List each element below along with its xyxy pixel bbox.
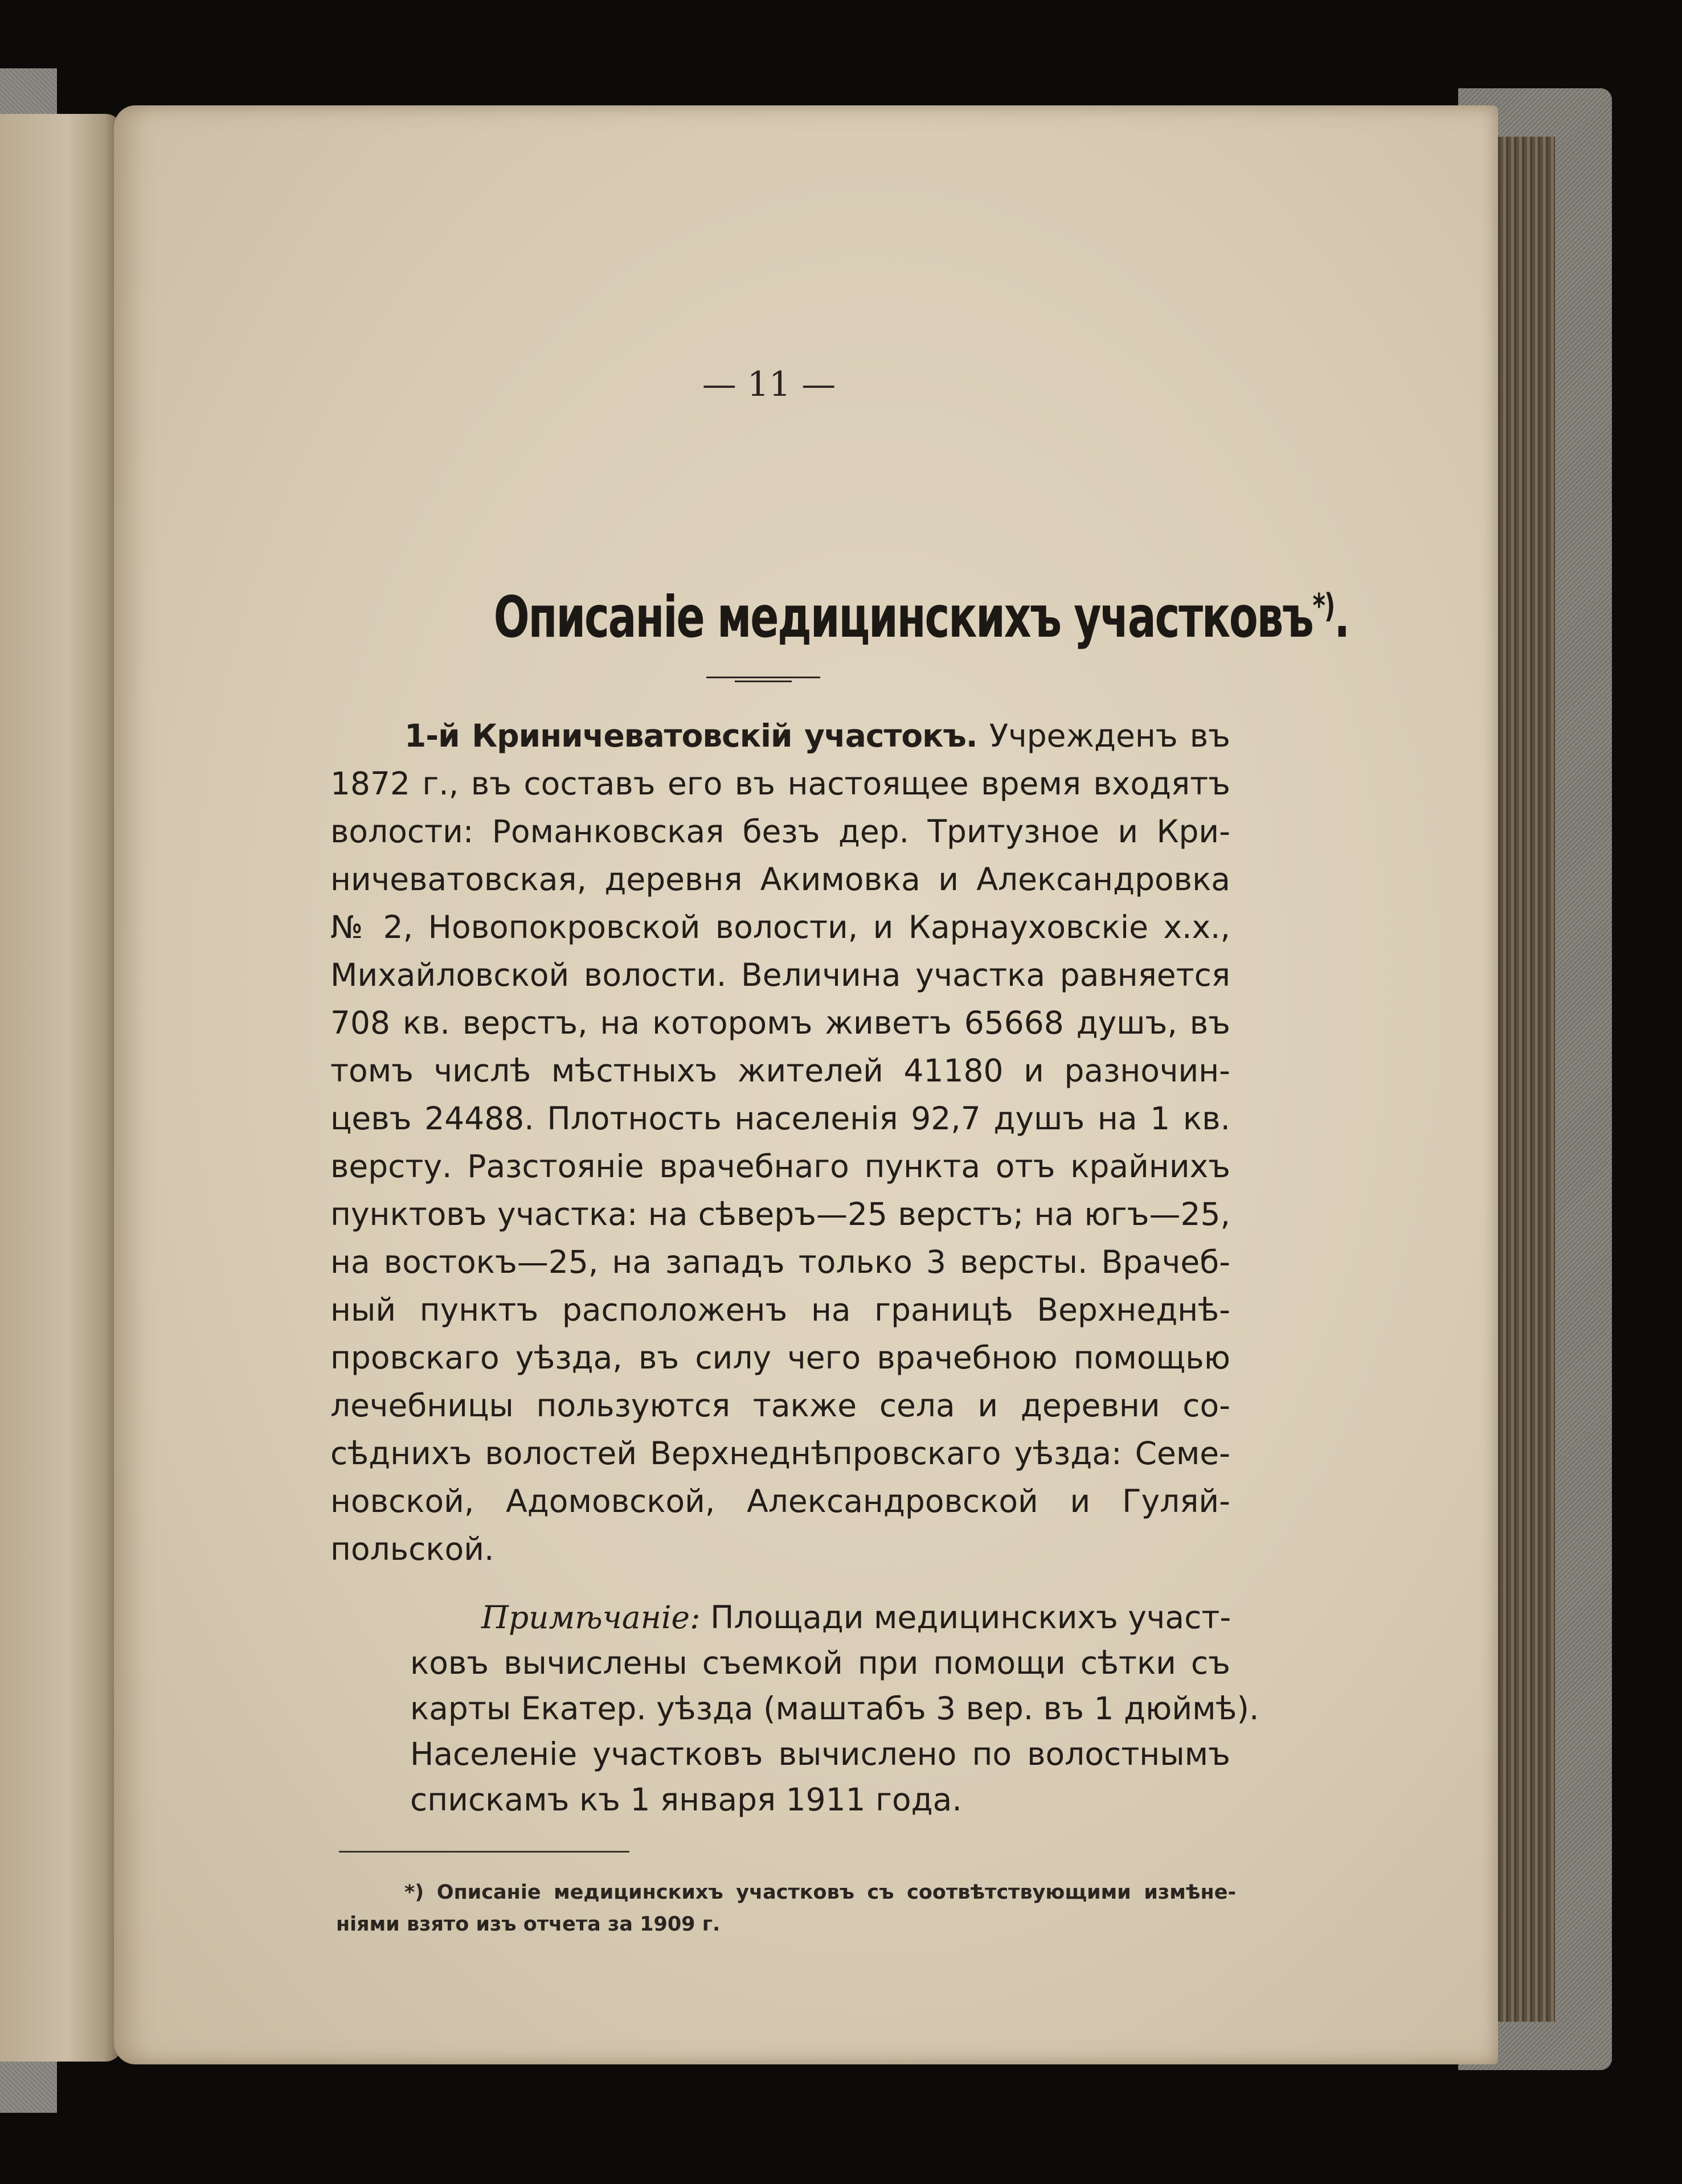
- body-line: провскаго уѣзда, въ силу чего врачебною помощью: [330, 1339, 1230, 1376]
- note-label: Примѣчаніе:: [481, 1599, 701, 1636]
- page-title: [493, 584, 1349, 650]
- footnote: [336, 1876, 1236, 1940]
- body-line: томъ числѣ мѣстныхъ жителей 41180 и разночин-: [330, 1052, 1230, 1089]
- body-line: цевъ 24488. Плотность населенія 92,7 душъ на 1 кв.: [330, 1100, 1230, 1137]
- note-first-line-text: Площади медицинскихъ участ-: [710, 1599, 1231, 1636]
- body-line: № 2, Новопокровской волости, и Карнауховскіе х.х.,: [330, 909, 1230, 945]
- body-line: волости: Романковская безъ дер. Тритузное и Кри-: [330, 813, 1230, 850]
- body-line: версту. Разстояніе врачебнаго пункта отъ крайнихъ: [330, 1148, 1230, 1185]
- body-line: новской, Адомовской, Александровской и Гуляй-: [330, 1483, 1230, 1519]
- title-divider: [706, 677, 820, 683]
- title-period: .: [1334, 584, 1349, 650]
- body-line: Михайловской волости. Величина участка равняется: [330, 957, 1230, 993]
- section-body: [330, 712, 1230, 1573]
- footnote-line: ніями взято изъ отчета за 1909 г.: [336, 1913, 721, 1936]
- note-block: [410, 1595, 1259, 1822]
- page-number: — 11 —: [702, 364, 836, 404]
- body-line: на востокъ—25, на западъ только 3 версты. Врачеб-: [330, 1244, 1230, 1280]
- note-line: карты Екатер. уѣзда (маштабъ 3 вер. въ 1 дюймѣ).: [410, 1690, 1259, 1727]
- section-heading: 1-й Криничеватовскій участокъ.: [404, 718, 977, 754]
- body-line: ничеватовская, деревня Акимовка и Александровка: [330, 861, 1230, 898]
- body-line: лечебницы пользуются также села и деревни со-: [330, 1387, 1230, 1424]
- note-line: спискамъ къ 1 января 1911 года.: [410, 1781, 962, 1818]
- body-line: ный пунктъ расположенъ на границѣ Верхнеднѣ-: [330, 1292, 1230, 1328]
- page-edges: [1492, 137, 1555, 2022]
- note-first-line: [410, 1595, 1230, 1640]
- footnote-line: *) Описаніе медицинскихъ участковъ съ соотвѣтствующими измѣне-: [404, 1881, 1236, 1904]
- footnote-rule: [339, 1851, 629, 1853]
- body-line: сѣднихъ волостей Верхнеднѣпровскаго уѣзда: Семе-: [330, 1435, 1230, 1472]
- left-facing-page: [0, 114, 122, 2062]
- body-line: польской.: [330, 1531, 494, 1567]
- title-footnote-mark: *): [1312, 586, 1335, 625]
- section-first-line: [330, 712, 1230, 760]
- body-line: пунктовъ участка: на сѣверъ—25 верстъ; на югъ—25,: [330, 1196, 1230, 1232]
- section-first-line-text: Учрежденъ въ: [989, 718, 1230, 754]
- divider-line: [706, 677, 820, 678]
- note-line: ковъ вычислены съемкой при помощи сѣтки съ: [410, 1645, 1230, 1681]
- page-title-text: Описаніе медицинскихъ участковъ: [493, 584, 1313, 650]
- body-line: 708 кв. верстъ, на которомъ живетъ 65668 душъ, въ: [330, 1005, 1230, 1041]
- body-line: 1872 г., въ составъ его въ настоящее время входятъ: [330, 765, 1230, 802]
- divider-line-short: [735, 681, 792, 682]
- note-line: Населеніе участковъ вычислено по волостнымъ: [410, 1736, 1230, 1772]
